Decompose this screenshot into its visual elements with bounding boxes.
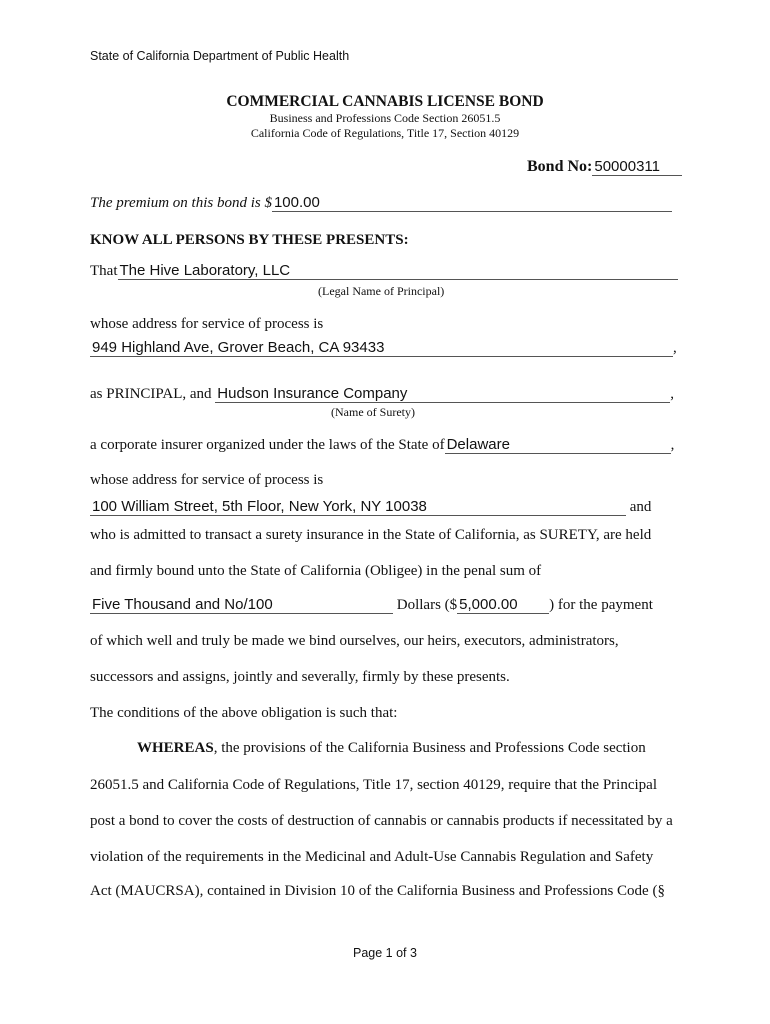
surety-address-field[interactable]: 100 William Street, 5th Floor, New York, NY 10038 — [90, 498, 626, 516]
state-field[interactable]: Delaware — [445, 436, 671, 454]
surety-caption: (Name of Surety) — [331, 405, 415, 419]
text-line: successors and assigns, jointly and severally, firmly by these presents. — [90, 669, 510, 685]
subtitle-code: Business and Professions Code Section 26051.5 — [269, 111, 501, 125]
state-row — [90, 436, 674, 454]
document-title: COMMERCIAL CANNABIS LICENSE BOND — [226, 93, 544, 110]
know-all-heading: KNOW ALL PERSONS BY THESE PRESENTS: — [90, 232, 409, 248]
surety-address-label: whose address for service of process is — [90, 472, 324, 488]
page-number: Page 1 of 3 — [353, 946, 417, 960]
for-payment-label: ) for the payment — [549, 597, 653, 613]
bond-number-field[interactable]: 50000311 — [592, 158, 682, 176]
as-principal-label: as PRINCIPAL, and — [90, 386, 212, 402]
principal-caption: (Legal Name of Principal) — [318, 284, 445, 298]
whereas-text: , the provisions of the California Business and Professions Code section — [213, 740, 646, 756]
text-line: violation of the requirements in the Medicinal and Adult-Use Cannabis Regulation and Safety — [90, 849, 654, 865]
whereas-line — [137, 739, 646, 757]
and-label: and — [629, 499, 652, 515]
principal-address-field[interactable]: 949 Highland Ave, Grover Beach, CA 93433 — [90, 339, 673, 357]
principal-address-row — [90, 339, 677, 357]
text-line: 26051.5 and California Code of Regulations, Title 17, section 40129, require that the Principal — [90, 777, 657, 793]
corporate-label: a corporate insurer organized under the laws of the State of — [90, 437, 445, 453]
text-line: of which well and truly be made we bind ourselves, our heirs, executors, administrators, — [90, 633, 619, 649]
comma: , — [670, 437, 675, 453]
bond-number-label: Bond No: — [527, 158, 593, 175]
text-line: post a bond to cover the costs of destruction of cannabis or cannabis products if necessitated by a — [90, 813, 673, 829]
bond-number-row — [527, 158, 682, 176]
text-line: Act (MAUCRSA), contained in Division 10 of the California Business and Professions Code (§ — [90, 883, 665, 899]
surety-name-field[interactable]: Hudson Insurance Company — [215, 385, 670, 403]
comma: , — [673, 340, 677, 356]
sum-words-field[interactable]: Five Thousand and No/100 — [90, 596, 393, 614]
principal-row — [90, 262, 678, 280]
surety-address-row — [90, 498, 651, 516]
surety-row — [90, 385, 674, 403]
agency-header: State of California Department of Public Health — [90, 49, 350, 63]
that-label: That — [90, 263, 118, 279]
whereas-bold: WHEREAS — [137, 740, 214, 756]
text-line: The conditions of the above obligation is such that: — [90, 705, 398, 721]
dollars-label: Dollars ($ — [396, 597, 458, 613]
principal-name-field[interactable]: The Hive Laboratory, LLC — [118, 262, 678, 280]
principal-address-label: whose address for service of process is — [90, 316, 324, 332]
text-line: who is admitted to transact a surety insurance in the State of California, as SURETY, are held — [90, 527, 652, 543]
text-line: and firmly bound unto the State of California (Obligee) in the penal sum of — [90, 563, 542, 579]
penal-sum-row — [90, 596, 653, 614]
premium-label: The premium on this bond is $ — [90, 195, 272, 211]
sum-amount-field[interactable]: 5,000.00 — [457, 596, 549, 614]
subtitle-regulations: California Code of Regulations, Title 17, Section 40129 — [250, 126, 520, 140]
premium-field[interactable]: 100.00 — [272, 194, 672, 212]
premium-row — [90, 194, 672, 212]
comma: , — [670, 386, 675, 402]
